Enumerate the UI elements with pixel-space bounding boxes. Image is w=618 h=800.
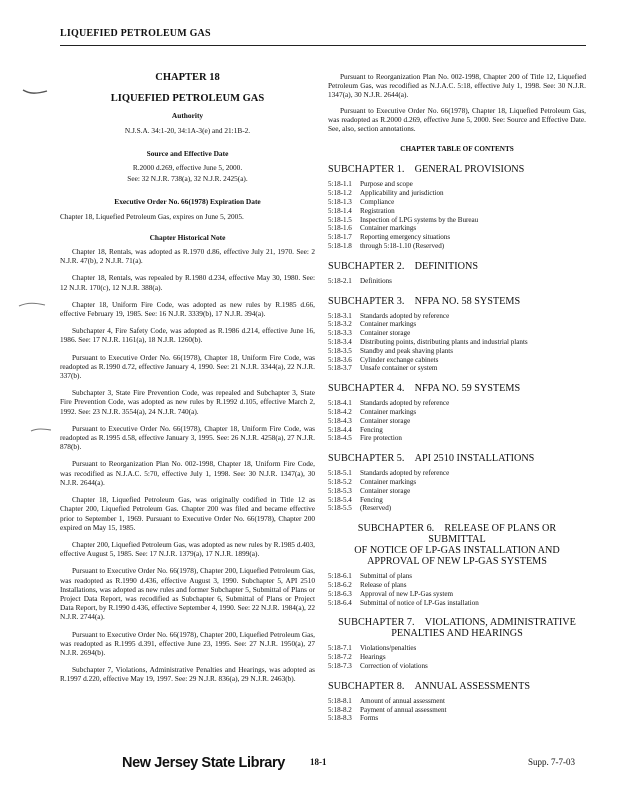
section-number: 5:18-4.5 [328,434,352,443]
toc-entry [328,277,586,286]
subchapter-heading [328,453,586,464]
section-number: 5:18-4.1 [328,399,352,408]
section-title: Submittal of notice of LP-Gas installation [360,598,479,607]
toc-entry [328,599,586,608]
section-number: 5:18-7.2 [328,653,352,662]
source-heading: Source and Effective Date [146,148,229,158]
history-paragraph: Chapter 200, Liquefied Petroleum Gas, was adopted as new rules by R.1985 d.403, effective August 5, 1985. See: 17 N.J.R. 1379(a), 17 N.J.R. 1899(a). [60,539,315,559]
section-title: Inspection of LPG systems by the Bureau [360,215,479,224]
toc-entry [328,426,586,435]
subchapter-label: SUBCHAPTER 3. [328,295,405,307]
toc-entry [328,572,586,581]
section-number: 5:18-3.5 [328,346,352,355]
history-paragraph: Pursuant to Executive Order No. 66(1978), Chapter 200, Liquefied Petroleum Gas, was readopted as R.1995 d.391, effective June 23, 1995. See: 27 N.J.R. 1950(a), 27 N.J.R. 2694(b). [60,629,315,657]
section-number: 5:18-5.2 [328,477,352,486]
section-number: 5:18-6.1 [328,572,352,581]
section-title: Distributing points, distributing plants and industrial plants [360,337,528,346]
toc-entry [328,207,586,216]
toc-entry [328,216,586,225]
section-title: Reporting emergency situations [360,233,451,242]
toc-heading: CHAPTER TABLE OF CONTENTS [400,145,514,154]
toc-entry [328,320,586,329]
toc-entry [328,714,586,723]
section-title: Purpose and scope [360,180,413,189]
subchapter-title-continued: OF NOTICE OF LP-GAS INSTALLATION AND APPROVAL OF NEW LP-GAS SYSTEMS [354,545,560,568]
toc-entry [328,224,586,233]
section-number: 5:18-1.4 [328,206,352,215]
subchapter-heading [328,383,586,394]
section-number: 5:18-1.7 [328,233,352,242]
section-title: Submittal of plans [360,572,413,581]
subchapter-heading [328,164,586,175]
expiration-heading: Executive Order No. 66(1978) Expiration Date [114,197,261,207]
section-title: Approval of new LP-Gas system [360,589,453,598]
toc-entry [328,581,586,590]
section-number: 5:18-5.3 [328,486,352,495]
section-title: Container storage [360,486,411,495]
toc-entry [328,697,586,706]
history-paragraph: Chapter 18, Rentals, was adopted as R.1970 d.86, effective July 21, 1970. See: 2 N.J.R. 47(b), 2 N.J.R. 71(a). [60,247,315,266]
section-title: Standards adopted by reference [360,399,450,408]
history-paragraph: Subchapter 7, Violations, Administrative Penalties and Hearings, was adopted as R.1997 d.220, effective May 19, 1997. See: 29 N.J.R. 836(a), 29 N.J.R. 2463(b). [60,665,315,684]
toc-entry [328,496,586,505]
margin-mark [22,86,48,96]
table-of-contents [328,164,586,723]
history-paragraph: Pursuant to Executive Order No. 66(1978), Chapter 200, Liquefied Petroleum Gas, was readopted as R.1990 d.436, effective August 3, 1990. Subchapter 5, API 2510 Installations, was adopted as new rules and former Subchapter 5, Submittal of Plans or Project Data Report, was recodified as Subchapter 6, Submittal of Plans or Project Data Report, by R.1990 d.436, effective September 4, 1990. See: 22 N.J.R. 1984(a), 22 N.J.R. 2744(a). [60,566,315,622]
section-number: 5:18-4.2 [328,407,352,416]
toc-entry [328,233,586,242]
section-number: 5:18-6.3 [328,589,352,598]
toc-entry [328,487,586,496]
subchapter-heading [328,681,586,692]
section-number: 5:18-1.5 [328,215,352,224]
history-paragraph: Chapter 18, Rentals, was repealed by R.1980 d.234, effective May 30, 1980. See: 12 N.J.R. 170(c), 12 N.J.R. 388(a). [60,273,315,292]
section-number: 5:18-8.1 [328,696,352,705]
section-number: 5:18-1.2 [328,189,352,198]
margin-mark [30,425,52,435]
history-paragraph: Subchapter 3, State Fire Prevention Code, was repealed and Subchapter 3, State Fire Prevention Code, was adopted as new rules by R.1992 d.105, effective March 2, 1992. See: 23 N.J.R. 3554(a), 24 N.J.R. 740(a). [60,388,315,416]
section-title: Unsafe container or system [360,364,438,373]
toc-entry [328,242,586,251]
expiration-text: Chapter 18, Liquefied Petroleum Gas, expires on June 5, 2005. [60,211,244,221]
section-title: Standards adopted by reference [360,469,450,478]
left-column [60,60,315,692]
subchapter-title: DEFINITIONS [414,260,478,272]
section-number: 5:18-1.6 [328,224,352,233]
toc-entry [328,347,586,356]
subchapter-title: GENERAL PROVISIONS [414,164,525,176]
toc-entry [328,399,586,408]
section-number: 5:18-3.7 [328,364,352,373]
subchapter-title: VIOLATIONS, ADMINISTRATIVE [424,617,576,629]
section-number: 5:18-3.3 [328,329,352,338]
section-number: 5:18-8.2 [328,705,352,714]
chapter-title: LIQUEFIED PETROLEUM GAS [110,93,265,105]
section-title: Definitions [360,276,392,285]
history-paragraph: Chapter 18, Liquefied Petroleum Gas, was originally codified in Title 12 as Chapter 200, Liquefied Petroleum Gas. Chapter 200 was filed and became effective prior to September 1, 1969. Pursuant to Executive Order No. 66(1978), Chapter 200 expired on May 15, 1985. [60,495,315,532]
section-title: Standards adopted by reference [360,311,450,320]
toc-entry [328,434,586,443]
subchapter-label: SUBCHAPTER 1. [328,164,405,176]
toc-entry [328,356,586,365]
section-number: 5:18-8.3 [328,714,352,723]
section-number: 5:18-5.5 [328,504,352,513]
authority-heading: Authority [171,111,204,121]
section-number: 5:18-7.3 [328,661,352,670]
toc-entry [328,478,586,487]
section-number: 5:18-3.6 [328,355,352,364]
section-title: Container storage [360,329,411,338]
toc-entry [328,408,586,417]
source-line: See: 32 N.J.R. 738(a), 32 N.J.R. 2425(a). [127,174,248,184]
toc-entry [328,590,586,599]
history-paragraph: Pursuant to Executive Order No. 66(1978), Chapter 18, Liquefied Petroleum Gas, was readopted as R.2000 d.269, effective June 5, 2000. See: Source and Effective Date. See, also, section annotations. [328,105,586,134]
subchapter-label: SUBCHAPTER 7. [338,617,415,629]
section-number: 5:18-5.4 [328,495,352,504]
section-title: Registration [360,206,395,215]
toc-entry [328,644,586,653]
history-notes [60,247,315,684]
history-paragraph: Pursuant to Executive Order No. 66(1978), Chapter 18, Uniform Fire Code, was readopted as R.1990 d.72, effective January 4, 1990. See: 21 N.J.R. 3344(a), 22 N.J.R. 337(b). [60,352,315,381]
section-number: 5:18-7.1 [328,644,352,653]
library-stamp: New Jersey State Library [122,755,285,771]
page-number: 18-1 [310,757,327,767]
subchapter-label: SUBCHAPTER 5. [328,453,405,465]
toc-entry [328,312,586,321]
section-number: 5:18-2.1 [328,276,352,285]
subchapter-title-continued: PENALTIES AND HEARINGS [391,628,523,640]
subchapter-heading [328,617,586,639]
header-rule [60,45,586,46]
toc-entry [328,189,586,198]
toc-entry [328,198,586,207]
section-title: Fencing [360,425,383,434]
section-title: Container markings [360,224,417,233]
section-title: Hearings [360,653,386,662]
subchapter-title: RELEASE OF PLANS OR SUBMITTAL [428,523,557,546]
subchapter-title: NFPA NO. 58 SYSTEMS [414,295,521,307]
section-title: Container markings [360,407,417,416]
subchapter-heading [328,261,586,272]
section-title: Container markings [360,477,417,486]
subchapter-label: SUBCHAPTER 6. [357,523,435,535]
history-paragraph: Pursuant to Executive Order No. 66(1978), Chapter 18, Uniform Fire Code, was readopted as R.1995 d.58, effective January 3, 1995. See: 26 N.J.R. 4258(a), 27 N.J.R. 878(b). [60,423,315,452]
toc-entry [328,469,586,478]
section-title: Payment of annual assessment [360,705,447,714]
section-number: 5:18-6.2 [328,580,352,589]
history-paragraph: Pursuant to Reorganization Plan No. 002-1998, Chapter 200 of Title 12, Liquefied Petroleum Gas, was recodified as N.J.A.C. 5:18, effective July 1, 1998. See: 30 N.J.R. 1347(a), 30 N.J.R. 2644(a). [328,72,586,100]
margin-mark [18,300,46,310]
section-number: 5:18-3.1 [328,311,352,320]
toc-entry [328,653,586,662]
subchapter-heading [328,523,586,567]
subchapter-title: NFPA NO. 59 SYSTEMS [414,383,521,395]
subchapter-label: SUBCHAPTER 8. [328,680,405,692]
section-number: 5:18-1.3 [328,198,352,207]
section-number: 5:18-1.1 [328,180,352,189]
subchapter-title: API 2510 INSTALLATIONS [414,453,535,465]
history-paragraph: Pursuant to Reorganization Plan No. 002-1998, Chapter 18, Uniform Fire Code, was recodified as N.J.A.C. 5:70, effective July 1, 1998. See: 30 N.J.R. 1347(a), 30 N.J.R. 2644(a). [60,459,315,487]
toc-entry [328,706,586,715]
toc-entry [328,338,586,347]
toc-entry [328,180,586,189]
subchapter-title: ANNUAL ASSESSMENTS [414,680,530,692]
section-title: Release of plans [360,580,407,589]
section-title: Container markings [360,320,417,329]
section-title: Correction of violations [360,661,428,670]
chapter-number: CHAPTER 18 [155,72,220,83]
authority-text: N.J.S.A. 34:1-20, 34:1A-3(e) and 21:1B-2. [124,125,251,135]
section-title: Fire protection [360,434,402,443]
section-number: 5:18-5.1 [328,469,352,478]
subchapter-label: SUBCHAPTER 2. [328,260,405,272]
section-title: through 5:18-1.10 (Reserved) [360,242,445,250]
toc-entry [328,662,586,671]
section-title: Applicability and jurisdiction [360,189,444,198]
toc-entry [328,364,586,373]
supplement-date: Supp. 7-7-03 [528,757,575,767]
section-title: Cylinder exchange cabinets [360,355,439,364]
section-number: 5:18-3.2 [328,320,352,329]
section-number: 5:18-4.4 [328,425,352,434]
section-title: Compliance [360,198,395,207]
history-heading: Chapter Historical Note [149,232,226,242]
history-paragraph: Chapter 18, Uniform Fire Code, was adopted as new rules by R.1985 d.66, effective February 19, 1985. See: 16 N.J.R. 3339(b), 17 N.J.R. 394(a). [60,299,315,319]
right-column [328,72,586,723]
section-title: Container storage [360,416,411,425]
source-line: R.2000 d.269, effective June 5, 2000. [132,163,243,173]
history-paragraph: Subchapter 4, Fire Safety Code, was adopted as R.1986 d.214, effective June 16, 1986. See: 17 N.J.R. 1161(a), 18 N.J.R. 1260(b). [60,326,315,345]
section-title: (Reserved) [360,504,392,513]
section-title: Amount of annual assessment [360,696,445,705]
section-number: 5:18-4.3 [328,416,352,425]
subchapter-label: SUBCHAPTER 4. [328,383,405,395]
section-title: Forms [360,714,379,723]
section-number: 5:18-6.4 [328,598,352,607]
section-number: 5:18-1.8 [328,242,352,250]
section-number: 5:18-3.4 [328,337,352,346]
section-title: Standby and peak shaving plants [360,346,453,355]
toc-entry [328,329,586,338]
section-title: Fencing [360,495,383,504]
section-title: Violations/penalties [360,644,417,653]
toc-entry [328,417,586,426]
subchapter-heading [328,296,586,307]
running-head: LIQUEFIED PETROLEUM GAS [60,28,211,39]
toc-entry [328,504,586,513]
